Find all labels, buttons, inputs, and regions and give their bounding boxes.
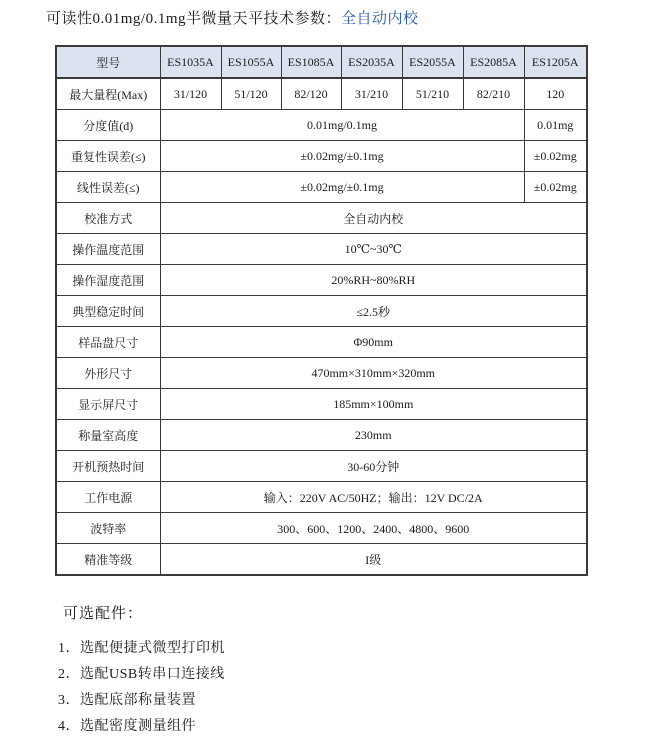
spec-value-cell: 30-60分钟 [160,451,587,482]
spec-label-cell: 开机预热时间 [56,451,160,482]
spec-value-cell: ±0.02mg/±0.1mg [160,141,524,172]
spec-label-cell: 分度值(d) [56,110,160,141]
spec-value-cell: 输入：220V AC/50HZ；输出：12V DC/2A [160,482,587,513]
spec-value-cell: 300、600、1200、2400、4800、9600 [160,513,587,544]
spec-label-cell: 样品盘尺寸 [56,327,160,358]
spec-label-cell: 外形尺寸 [56,358,160,389]
accessories-heading: 可选配件： [63,606,144,622]
spec-label-cell: 显示屏尺寸 [56,389,160,420]
spec-value-cell: 51/210 [402,78,463,110]
table-row [56,296,587,327]
spec-value-cell: 20%RH~80%RH [160,265,587,296]
table-row [56,234,587,265]
page-title-highlight: 全自动内校 [341,11,419,27]
table-row [56,358,587,389]
accessory-list-item: 4．选配密度测量组件 [58,719,196,734]
spec-label-cell: 线性误差(≤) [56,172,160,203]
table-row [56,141,587,172]
spec-value-cell: 31/210 [341,78,402,110]
table-row [56,110,587,141]
spec-value-cell: 120 [524,78,587,110]
accessory-list-item: 2．选配USB转串口连接线 [58,667,225,682]
spec-label-cell: 操作湿度范围 [56,265,160,296]
spec-label-cell: 称量室高度 [56,420,160,451]
table-row [56,482,587,513]
header-label-cell: 型号 [56,46,160,78]
table-row [56,451,587,482]
spec-value-cell: ±0.02mg/±0.1mg [160,172,524,203]
spec-label-cell: 典型稳定时间 [56,296,160,327]
spec-label-cell: 重复性误差(≤) [56,141,160,172]
table-row [56,203,587,234]
spec-value-cell: 470mm×310mm×320mm [160,358,587,389]
spec-value-cell: I级 [160,544,587,576]
spec-value-cell: ±0.02mg [524,141,587,172]
model-header-cell: ES2035A [341,46,402,78]
table-header-row [56,46,587,78]
table-row [56,265,587,296]
table-row [56,389,587,420]
spec-label-cell: 操作温度范围 [56,234,160,265]
accessory-list-item: 1．选配便捷式微型打印机 [58,641,225,656]
spec-value-cell: 82/210 [463,78,524,110]
spec-value-cell: 全自动内校 [160,203,587,234]
spec-value-cell: 230mm [160,420,587,451]
spec-label-cell: 精准等级 [56,544,160,576]
model-header-cell: ES2055A [402,46,463,78]
table-row [56,172,587,203]
model-header-cell: ES1205A [524,46,587,78]
accessory-list-item: 3．选配底部称量装置 [58,693,196,708]
table-row [56,544,587,576]
spec-value-cell: 0.01mg/0.1mg [160,110,524,141]
table-row [56,78,587,110]
spec-value-cell: 0.01mg [524,110,587,141]
model-header-cell: ES1035A [160,46,221,78]
model-header-cell: ES2085A [463,46,524,78]
model-header-cell: ES1055A [221,46,281,78]
spec-label-cell: 工作电源 [56,482,160,513]
spec-value-cell: Φ90mm [160,327,587,358]
spec-value-cell: ±0.02mg [524,172,587,203]
spec-label-cell: 最大量程(Max) [56,78,160,110]
spec-value-cell: 185mm×100mm [160,389,587,420]
page-title-text: 可读性0.01mg/0.1mg半微量天平技术参数： [46,11,342,27]
page-title [46,7,419,28]
spec-value-cell: 51/120 [221,78,281,110]
model-header-cell: ES1085A [281,46,341,78]
spec-label-cell: 波特率 [56,513,160,544]
table-row [56,327,587,358]
spec-value-cell: 31/120 [160,78,221,110]
spec-table [55,45,588,576]
table-row [56,513,587,544]
spec-label-cell: 校准方式 [56,203,160,234]
table-row [56,420,587,451]
spec-value-cell: 82/120 [281,78,341,110]
spec-value-cell: 10℃~30℃ [160,234,587,265]
spec-value-cell: ≤2.5秒 [160,296,587,327]
